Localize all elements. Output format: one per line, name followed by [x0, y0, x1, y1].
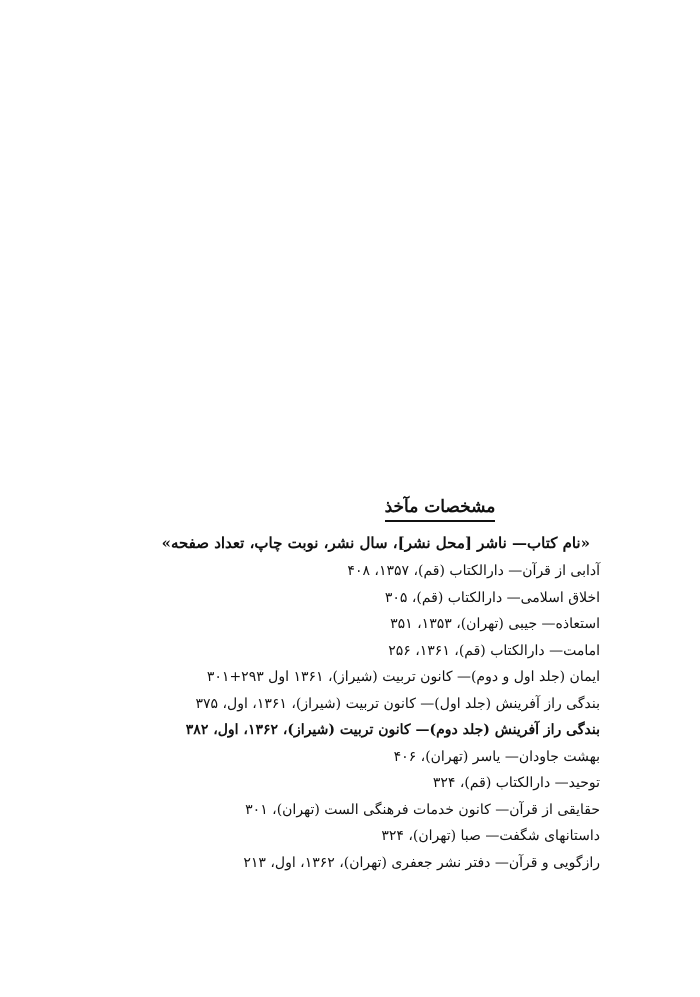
sources-list	[80, 558, 600, 876]
heading-container	[315, 496, 565, 522]
source-entry: حقایقی از قرآن— کانون خدمات فرهنگی الست (تهران)، ۳۰۱	[245, 801, 600, 818]
source-entry: توحید— دارالکتاب (قم)، ۳۲۴	[432, 775, 600, 791]
citation-format-line: «نام کتاب— ناشر [محل نشر]، سال نشر، نوبت چاپ، تعداد صفحه»	[161, 534, 590, 552]
source-entry: رازگویی و قرآن— دفتر نشر جعفری (تهران)، ۱۳۶۲، اول، ۲۱۳	[243, 854, 600, 871]
section-title: مشخصات مآخذ	[385, 496, 496, 522]
source-entry: داستانهای شگفت— صبا (تهران)، ۳۲۴	[381, 828, 600, 844]
source-entry: آدابی از قرآن— دارالکتاب (قم)، ۱۳۵۷، ۴۰۸	[347, 563, 600, 579]
source-entry: بندگی راز آفرینش (جلد دوم)— کانون تربیت (شیراز)، ۱۳۶۲، اول، ۳۸۲	[185, 722, 600, 738]
source-entry: بهشت جاودان— یاسر (تهران)، ۴۰۶	[393, 748, 600, 765]
source-entry: اخلاق اسلامی— دارالکتاب (قم)، ۳۰۵	[384, 589, 600, 606]
source-entry: ایمان (جلد اول و دوم)— کانون تربیت (شیراز)، ۱۳۶۱ اول ۲۹۳+۳۰۱	[206, 669, 600, 685]
source-entry: بندگی راز آفرینش (جلد اول)— کانون تربیت (شیراز)، ۱۳۶۱، اول، ۳۷۵	[195, 695, 600, 712]
source-entry: استعاذه— جیبی (تهران)، ۱۳۵۳، ۳۵۱	[390, 616, 600, 632]
sources-section	[80, 496, 600, 876]
source-entry: امامت— دارالکتاب (قم)، ۱۳۶۱، ۲۵۶	[388, 642, 600, 659]
